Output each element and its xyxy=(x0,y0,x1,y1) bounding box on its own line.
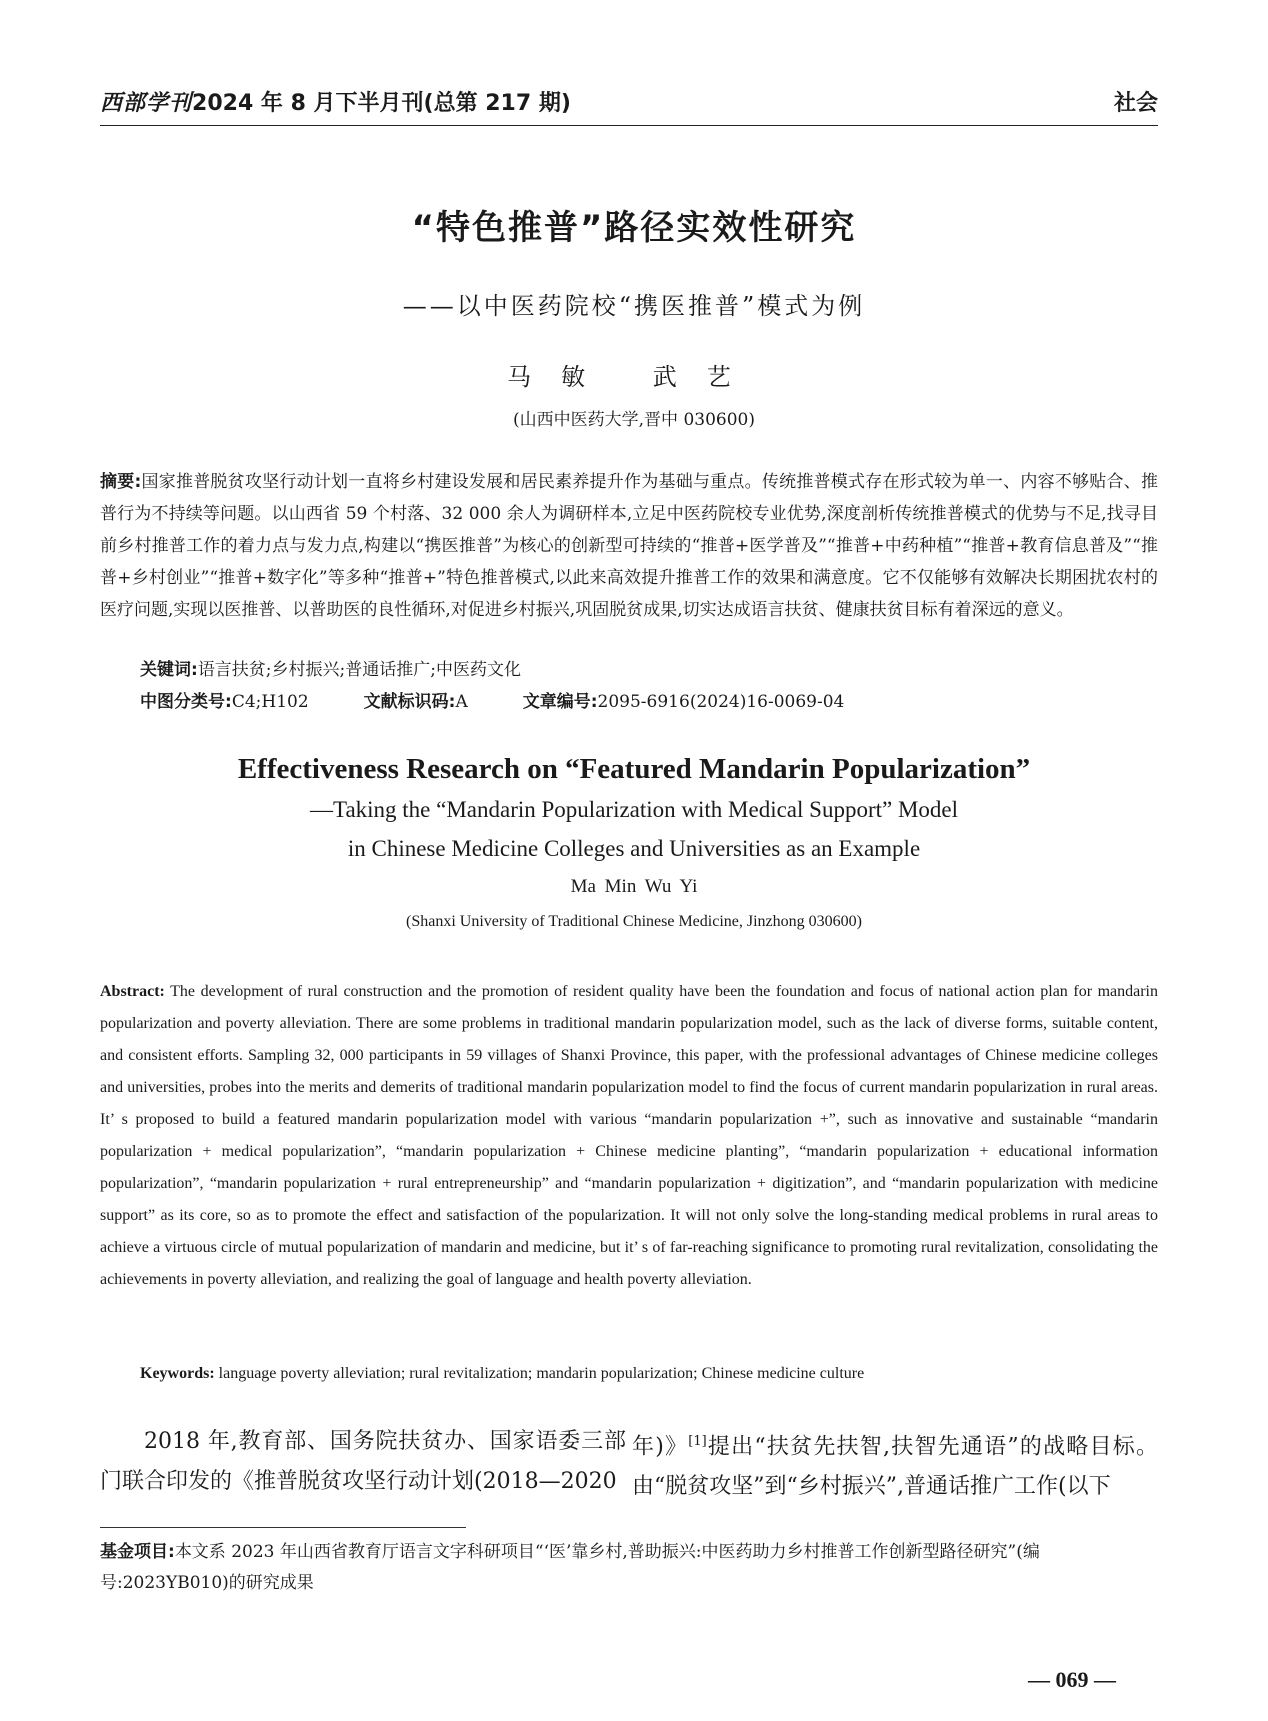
abstract-zh xyxy=(100,466,1158,626)
body-column-right xyxy=(632,1422,1158,1507)
article-no-value: 2095-6916(2024)16-0069-04 xyxy=(597,692,845,712)
keywords-zh xyxy=(140,655,521,680)
english-subtitle-line2: in Chinese Medicine Colleges and Universities as an Example xyxy=(347,836,921,861)
body-right-text-b: 提出“扶贫先扶智,扶智先通语”的战略目标。由“脱贫攻坚”到“乡村振兴”,普通话推广工作(以下 xyxy=(632,1434,1158,1500)
english-affiliation: (Shanxi University of Traditional Chinese Medicine, Jinzhong 030600) xyxy=(406,913,862,930)
doc-code-value: A xyxy=(455,692,468,712)
abstract-zh-label: 摘要: xyxy=(100,472,142,492)
abstract-zh-text: 国家推普脱贫攻坚行动计划一直将乡村建设发展和居民素养提升作为基础与重点。传统推普模式存在形式较为单一、内容不够贴合、推普行为不持续等问题。以山西省 59 个村落、32 000 余人为调研样本,立足中医药院校专业优势,深度剖析传统推普模式的优势与不足,找寻目前乡村推普工作的着力点与发力点,构建以“携医推普”为核心的创新型可持续的“推普+医学普及”“推普+中药种植”“推普+教育信息普及”“推普+乡村创业”“推普+数字化”等多种“推普+”特色推普模式,以此来高效提升推普工作的效果和满意度。它不仅能够有效解决长期困扰农村的医疗问题,实现以医推普、以普助医的良性循环,对促进乡村振兴,巩固脱贫成果,切实达成语言扶贫、健康扶贫目标有着深远的意义。 xyxy=(100,472,1158,620)
keywords-en xyxy=(140,1365,864,1383)
footnote-text: 本文系 2023 年山西省教育厅语言文字科研项目“‘医’靠乡村,普助振兴:中医药助力乡村推普工作创新型路径研究”(编号:2023YB010)的研究成果 xyxy=(100,1542,1040,1593)
english-authors: Ma Min Wu Yi xyxy=(570,876,698,897)
body-left-text: 2018 年,教育部、国务院扶贫办、国家语委三部门联合印发的《推普脱贫攻坚行动计划(2018—2020 xyxy=(100,1429,626,1494)
issue-info: 2024 年 8 月下半月刊(总第 217 期) xyxy=(192,91,571,116)
section-name: 社会 xyxy=(1113,91,1158,116)
article-title: “特色推普”路径实效性研究 xyxy=(411,208,857,248)
abstract-en-text: The development of rural construction and the promotion of resident quality have been the foundation and focus of national action plan for mandarin popularization and poverty alleviation. There are some problems in traditional mandarin popularization model, such as the lack of diverse forms, suitable content, and consistent efforts. Sampling 32, 000 participants in 59 villages of Shanxi Province, this paper, with the professional advantages of Chinese medicine colleges and universities, probes into the merits and demerits of traditional mandarin popularization model to find the focus of current mandarin popularization in rural areas. It’ s proposed to build a featured mandarin popularization model with various “mandarin popularization +”, such as innovative and sustainable “mandarin popularization + medical popularization”, “mandarin popularization + Chinese medicine planting”, “mandarin popularization + educational information popularization”, “mandarin popularization + rural entrepreneurship” and “mandarin popularization + digitization”, and “mandarin popularization with medicine support” as its core, so as to promote the effect and satisfaction of the popularization. It will not only solve the long-standing medical problems in rural areas to achieve a virtuous circle of mutual popularization of mandarin and medicine, but it’ s of far-reaching significance to promoting rural revitalization, consolidating the achievements in poverty alleviation, and realizing the goal of language and health poverty alleviation. xyxy=(100,983,1159,1288)
abstract-en xyxy=(100,976,1158,1296)
keywords-zh-label: 关键词: xyxy=(140,660,198,680)
body-right-text-a: 年)》 xyxy=(632,1434,689,1460)
doc-code-label: 文献标识码: xyxy=(363,692,456,712)
journal-logo: 西部学刊 xyxy=(100,90,193,116)
clc-label: 中图分类号: xyxy=(140,692,232,712)
english-title: Effectiveness Research on “Featured Mandarin Popularization” xyxy=(237,753,1031,785)
footnote xyxy=(100,1537,1158,1599)
running-header xyxy=(100,86,1158,122)
article-affiliation: (山西中医药大学,晋中 030600) xyxy=(513,410,755,430)
article-subtitle: ——以中医药院校“携医推普”模式为例 xyxy=(402,292,866,320)
article-authors: 马敏 武艺 xyxy=(507,363,761,391)
keywords-en-label: Keywords: xyxy=(140,1365,215,1382)
classification-row xyxy=(140,687,844,712)
citation-marker: [1] xyxy=(688,1434,707,1449)
footnote-label: 基金项目: xyxy=(100,1542,175,1562)
header-rule xyxy=(100,125,1158,126)
abstract-en-label: Abstract: xyxy=(100,983,165,1000)
article-no-label: 文章编号: xyxy=(522,692,598,712)
header-left xyxy=(100,86,571,117)
keywords-zh-text: 语言扶贫;乡村振兴;普通话推广;中医药文化 xyxy=(197,660,521,680)
clc-value: C4;H102 xyxy=(231,692,309,712)
keywords-en-text: language poverty alleviation; rural revitalization; mandarin popularization; Chinese medicine culture xyxy=(218,1365,865,1382)
page-number: — 069 — xyxy=(1028,1667,1116,1692)
body-column-left xyxy=(100,1422,626,1502)
english-subtitle-line1: —Taking the “Mandarin Popularization with Medical Support” Model xyxy=(310,797,958,822)
footnote-rule xyxy=(100,1527,466,1528)
